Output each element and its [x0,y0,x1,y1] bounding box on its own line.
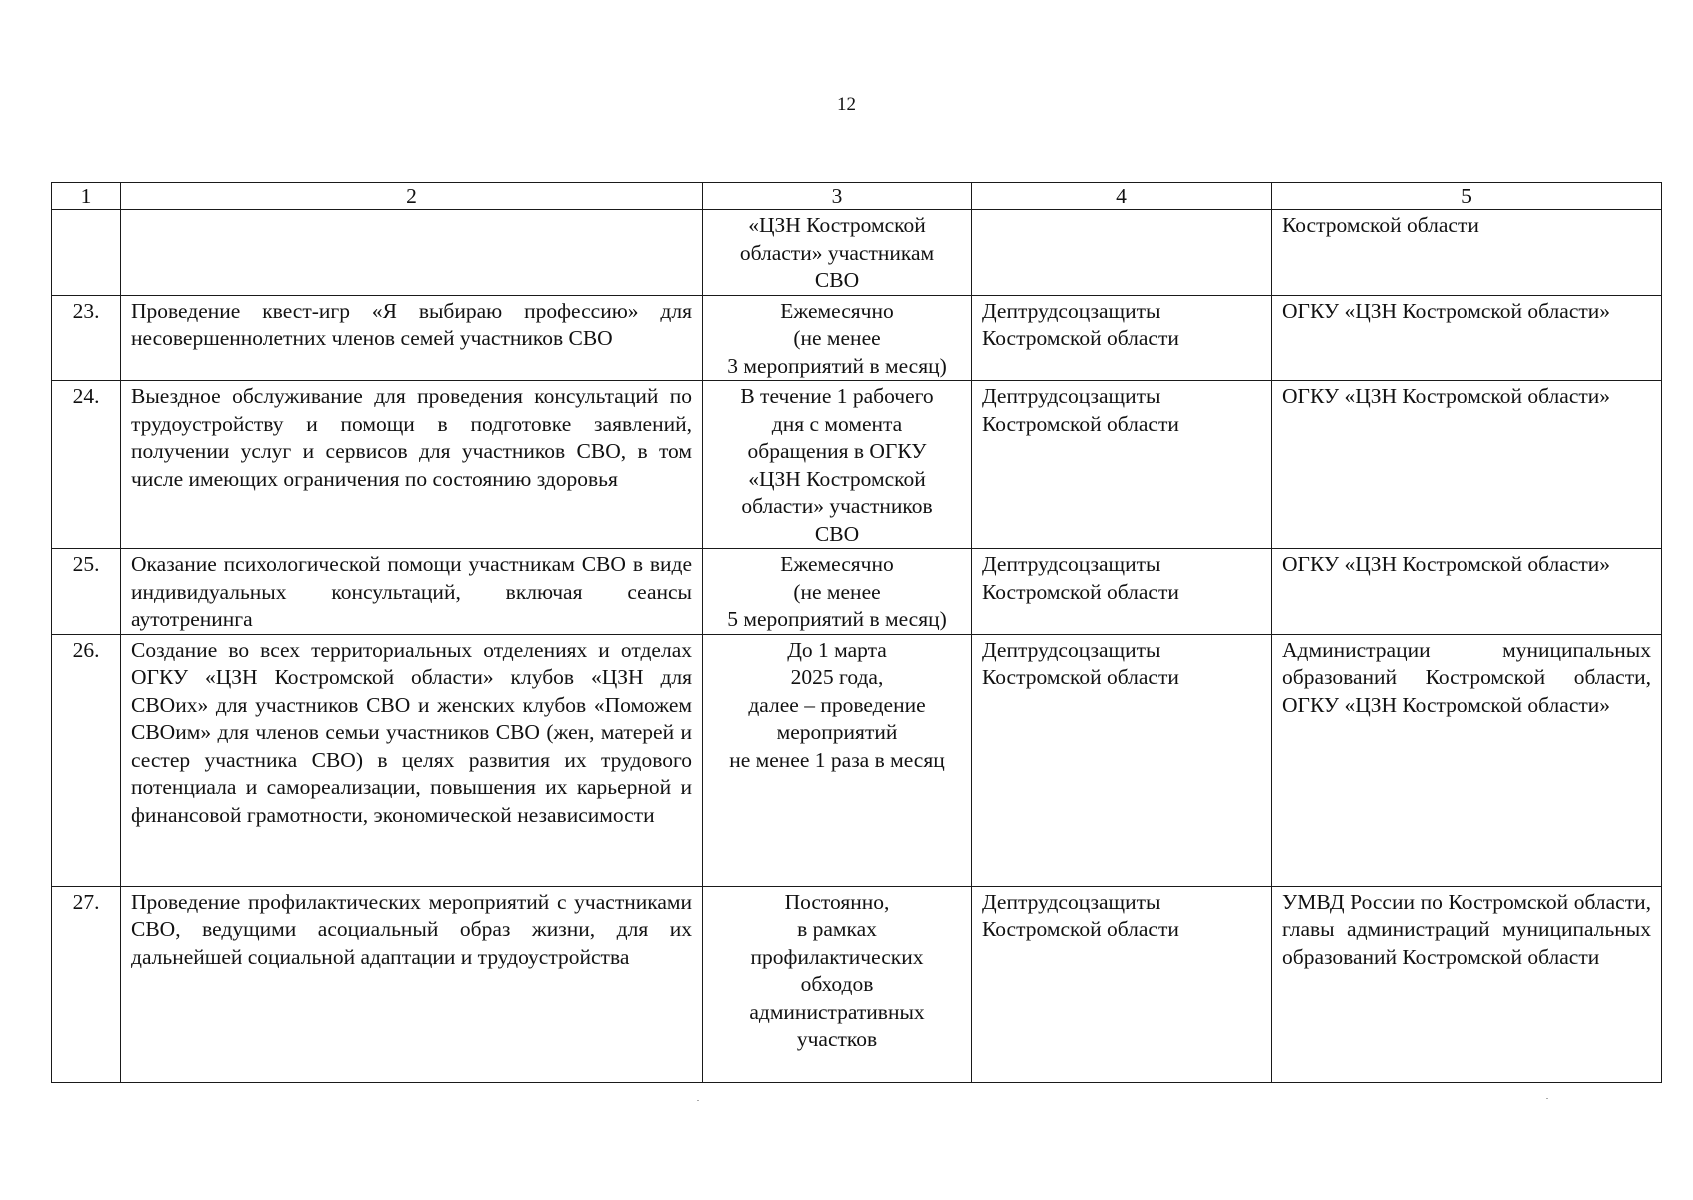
term-cell: До 1 марта 2025 года, далее – проведение мероприятий не менее 1 раза в месяц [703,634,972,886]
responsible-cell: Дептрудсоцзащиты Костромской области [972,886,1272,1082]
participants-cell: УМВД России по Костромской области, главы администраций муниципальных образований Костромской области [1272,886,1662,1082]
responsible-cell [972,210,1272,296]
table-row [52,549,1662,635]
row-number [52,210,121,296]
participants-cell: ОГКУ «ЦЗН Костромской области» [1272,381,1662,549]
header-col-4: 4 [972,183,1272,210]
table-row [52,634,1662,886]
scan-speck [697,1100,699,1101]
table-row [52,886,1662,1082]
table-row [52,381,1662,549]
term-cell: Ежемесячно (не менее 5 мероприятий в месяц) [703,549,972,635]
row-number: 23. [52,295,121,381]
responsible-cell: Дептрудсоцзащиты Костромской области [972,295,1272,381]
measure-cell: Создание во всех территориальных отделениях и отделах ОГКУ «ЦЗН Костромской области» клубов «ЦЗН для СВОих» для участников СВО и женских клубов «Поможем СВОим» для членов семьи участников СВО (жен, матерей и сестер участника СВО) в целях развития их трудового потенциала и самореализации, повышения их карьерной и финансовой грамотности, экономической независимости [121,634,703,886]
scan-speck [1546,1098,1548,1099]
measure-cell [121,210,703,296]
row-number: 26. [52,634,121,886]
header-col-2: 2 [121,183,703,210]
term-cell: «ЦЗН Костромской области» участникам СВО [703,210,972,296]
measure-cell: Оказание психологической помощи участникам СВО в виде индивидуальных консультаций, включая сеансы аутотренинга [121,549,703,635]
term-cell: Постоянно, в рамках профилактических обходов административных участков [703,886,972,1082]
row-number: 25. [52,549,121,635]
term-cell: Ежемесячно (не менее 3 мероприятий в месяц) [703,295,972,381]
table-row [52,295,1662,381]
measure-cell: Выездное обслуживание для проведения консультаций по трудоустройству и помощи в подготовке заявлений, получении услуг и сервисов для участников СВО, в том числе имеющих ограничения по состоянию здоровья [121,381,703,549]
table-header-row [52,183,1662,210]
responsible-cell: Дептрудсоцзащиты Костромской области [972,381,1272,549]
participants-cell: Администрации муниципальных образований Костромской области, ОГКУ «ЦЗН Костромской области» [1272,634,1662,886]
participants-cell: ОГКУ «ЦЗН Костромской области» [1272,549,1662,635]
row-number: 27. [52,886,121,1082]
term-cell: В течение 1 рабочего дня с момента обращения в ОГКУ «ЦЗН Костромской области» участников СВО [703,381,972,549]
measure-cell: Проведение квест-игр «Я выбираю профессию» для несовершеннолетних членов семей участников СВО [121,295,703,381]
header-col-5: 5 [1272,183,1662,210]
row-number: 24. [52,381,121,549]
measure-cell: Проведение профилактических мероприятий с участниками СВО, ведущими асоциальный образ жизни, для их дальнейшей социальной адаптации и трудоустройства [121,886,703,1082]
participants-cell: Костромской области [1272,210,1662,296]
participants-cell: ОГКУ «ЦЗН Костромской области» [1272,295,1662,381]
header-col-3: 3 [703,183,972,210]
header-col-1: 1 [52,183,121,210]
table-row [52,210,1662,296]
responsible-cell: Дептрудсоцзащиты Костромской области [972,634,1272,886]
measures-table [51,182,1662,1083]
responsible-cell: Дептрудсоцзащиты Костромской области [972,549,1272,635]
page-number: 12 [837,94,856,115]
